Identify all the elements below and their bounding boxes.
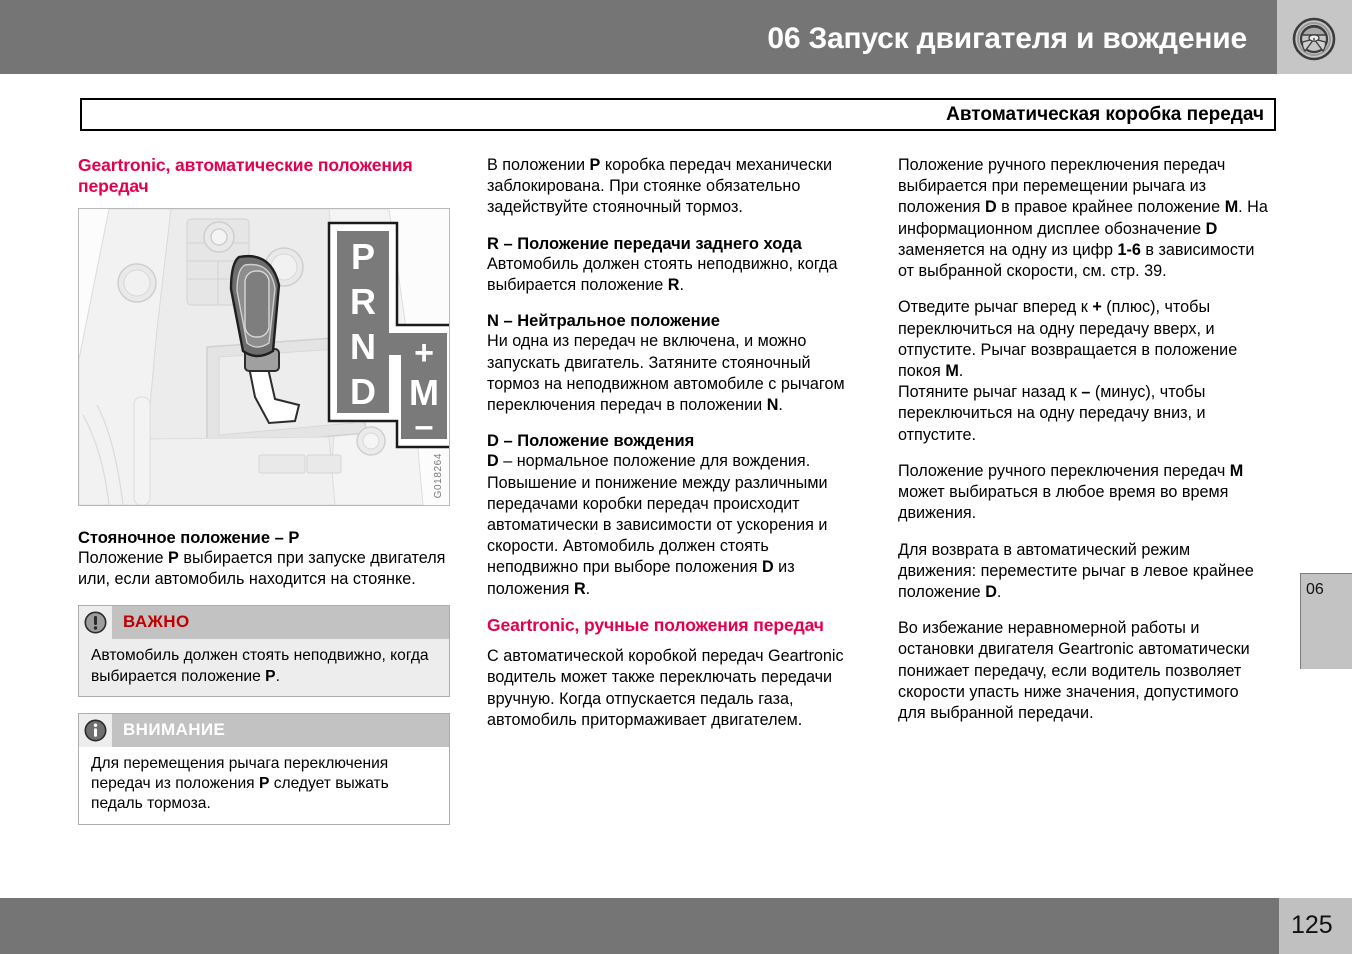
d-body-end: .	[585, 579, 591, 598]
page-number: 125	[1291, 911, 1333, 939]
middle-column	[487, 155, 855, 746]
callout-vnimanie	[78, 713, 450, 825]
r-p2-b2: M	[945, 361, 959, 380]
r-p1-m1: в правое крайнее положение	[996, 198, 1225, 217]
n-body-post: .	[778, 396, 783, 414]
illustration-code: G018264	[433, 453, 444, 499]
callout-vazhno-body-pre: Автомобиль должен стоять неподвижно, когда выбирается положение	[91, 647, 429, 685]
park-body-bold: P	[168, 548, 179, 567]
section-title-box	[80, 98, 1276, 131]
r-body-pre: Автомобиль должен стоять неподвижно, когда выбирается положение	[487, 254, 838, 294]
chapter-side-tab	[1300, 573, 1352, 669]
page-header-bar	[0, 0, 1352, 74]
n-body-bold: N	[766, 396, 779, 414]
r-p1-b1: D	[984, 198, 997, 217]
r-p1-b3: D	[1205, 219, 1218, 238]
callout-vazhno	[78, 605, 450, 697]
svg-text:♦: ♦	[1312, 36, 1316, 43]
neutral-position-heading: N – Нейтральное положение	[487, 312, 720, 331]
reverse-position-heading: R – Положение передачи заднего хода	[487, 234, 802, 253]
r-p2-b1: +	[1092, 298, 1102, 317]
callout-vnimanie-body-bold: P	[258, 775, 270, 793]
r-body-post: .	[679, 276, 684, 294]
svg-text:M: M	[409, 371, 439, 413]
left-column	[78, 155, 450, 841]
svg-text:+: +	[414, 333, 434, 372]
r-p4-b1: M	[1229, 461, 1244, 480]
d-body-mid: – нормальное положение для вождения. Повышение и понижение между различными передачами коробки передач происходит автоматически в зависимости от ускорения и скорости. Автомобиль должен стоять неподвижно при выборе положения	[487, 452, 828, 577]
page-number-box	[1279, 898, 1352, 954]
mid-p1-bold: P	[589, 156, 601, 174]
callout-vazhno-label: ВАЖНО	[123, 612, 190, 632]
r-p3-b1: –	[1081, 383, 1091, 402]
r-p1-b2: M	[1224, 198, 1239, 217]
r-p5-b1: D	[985, 582, 997, 601]
callout-vnimanie-body-post: следует выжать педаль тормоза.	[91, 775, 389, 813]
r-p1-end: в зависимости от выбранной скорости, см. стр. 39.	[898, 240, 1255, 281]
right-paragraph-upshift	[898, 297, 1270, 382]
r-p2-pre: Отведите рычаг вперед к	[898, 298, 1093, 317]
svg-text:–: –	[414, 406, 434, 445]
svg-text:D: D	[350, 370, 376, 412]
r-p3-end: (минус), чтобы переключиться на одну передачу вниз, и отпустите.	[898, 383, 1206, 444]
callout-vnimanie-body-pre: Для перемещения рычага переключения передач из положения	[91, 754, 389, 793]
park-position-heading: Стояночное положение – P	[78, 528, 300, 547]
park-body-post: выбирается при запуске двигателя или, если автомобиль находится на стоянке.	[78, 548, 446, 589]
mid-p1-pre: В положении	[487, 156, 590, 174]
svg-text:P: P	[350, 235, 376, 277]
callout-vnimanie-body	[79, 747, 449, 824]
gear-selector-illustration	[78, 208, 450, 506]
r-p2-m1: (плюс), чтобы переключиться на одну передачу вверх, и отпустите. Рычаг возвращается в положение покоя	[898, 298, 1238, 380]
d-body-bold1: D	[487, 452, 499, 471]
right-paragraph-manual-select	[898, 155, 1270, 282]
callout-vnimanie-header	[79, 714, 449, 747]
chapter-side-tab-label: 06	[1306, 581, 1324, 598]
right-column	[898, 155, 1270, 739]
mid-paragraph-p-position	[487, 155, 855, 219]
callout-vnimanie-label: ВНИМАНИЕ	[123, 719, 226, 739]
r-p1-m2: . На информационном дисплее обозначение	[898, 198, 1268, 238]
park-position-body	[78, 548, 450, 590]
r-p3-pre: Потяните рычаг назад к	[898, 383, 1082, 402]
n-body-pre: Ни одна из передач не включена, и можно запускать двигатель. Затяните стояночный тормоз на неподвижном автомобиле с рычагом переключения передач в положении	[487, 332, 845, 414]
right-paragraph-m-anytime	[898, 461, 1270, 525]
r-body-bold: R	[667, 276, 680, 294]
right-paragraph-auto-downshift: Во избежание неравномерной работы и остановки двигателя Geartronic автоматически понижает передачу, если водитель позволяет скорости упасть ниже значения, допустимого для выбранной передачи.	[898, 619, 1250, 723]
svg-text:R: R	[350, 280, 376, 322]
right-paragraph-return-auto	[898, 540, 1270, 604]
park-body-pre: Положение	[78, 548, 169, 567]
manual-positions-heading: Geartronic, ручные положения передач	[487, 614, 824, 635]
r-p1-pre: Положение ручного переключения передач выбирается при перемещении рычага из положения	[898, 156, 1226, 217]
d-body-bold3: R	[573, 579, 586, 598]
r-p5-pre: Для возврата в автоматический режим движения: переместите рычаг в левое крайнее положение	[898, 540, 1254, 601]
r-p2-m2: .	[958, 361, 964, 380]
d-body-mid2: из положения	[487, 558, 795, 598]
page-footer-bar	[0, 898, 1279, 954]
exclamation-icon	[79, 606, 112, 639]
section-title: Автоматическая коробка передач	[946, 104, 1264, 125]
svg-text:N: N	[350, 325, 376, 367]
r-p1-m3: заменяется на одну из цифр	[898, 240, 1118, 259]
d-body-bold2: D	[761, 558, 774, 577]
neutral-position-body	[487, 331, 855, 416]
left-heading-geartronic-auto: Geartronic, автоматические положения передач	[78, 155, 413, 197]
r-p1-b4: 1-6	[1117, 240, 1141, 259]
callout-vazhno-body	[79, 639, 449, 696]
reverse-position-body	[487, 254, 855, 296]
mid-p1-post: коробка передач механически заблокирована. При стоянке обязательно задействуйте стояночный тормоз.	[487, 156, 833, 217]
right-paragraph-downshift	[898, 382, 1270, 446]
r-p4-end: может выбираться в любое время во время движения.	[898, 483, 1229, 523]
callout-vazhno-header	[79, 606, 449, 639]
drive-position-heading: D – Положение вождения	[487, 432, 695, 451]
info-icon	[79, 714, 112, 747]
callout-vazhno-body-bold: P	[265, 667, 276, 685]
chapter-title: 06 Запуск двигателя и вождение	[767, 22, 1247, 55]
callout-vazhno-body-post: .	[275, 667, 280, 685]
drive-position-body	[487, 451, 855, 600]
r-p4-pre: Положение ручного переключения передач	[898, 461, 1230, 480]
steering-wheel-icon	[1292, 17, 1336, 61]
r-p5-end: .	[996, 582, 1002, 601]
manual-positions-body: С автоматической коробкой передач Geartronic водитель может также переключать передачи вручную. Когда отпускается педаль газа, автомобиль притормаживает двигателем.	[487, 647, 844, 729]
